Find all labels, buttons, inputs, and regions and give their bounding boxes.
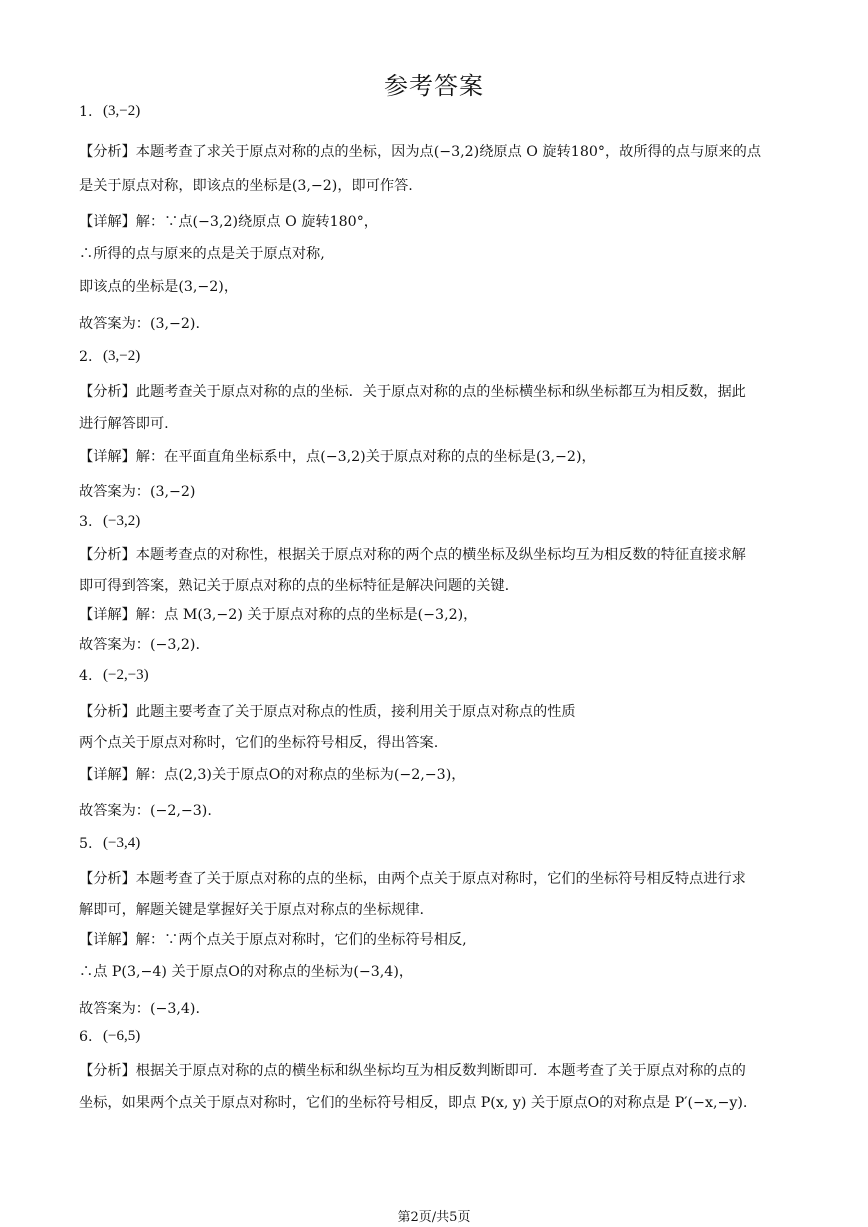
question-3-number: 3. bbox=[79, 514, 93, 530]
question-6-number: 6. bbox=[79, 1029, 93, 1045]
question-5-solution-line-3: 故答案为：(−3,4). bbox=[79, 1001, 200, 1017]
question-4-solution-line-2: 故答案为：(−2,−3). bbox=[79, 803, 212, 819]
question-1-analysis-line-1: 【分析】本题考查了求关于原点对称的点的坐标，因为点(−3,2)绕原点 O 旋转180°，故所得的点与原来的点 bbox=[79, 144, 762, 160]
question-4-solution-line-1: 【详解】解：点(2,3)关于原点O的对称点的坐标为(−2,−3)， bbox=[79, 767, 466, 783]
question-4-number: 4. bbox=[79, 668, 93, 684]
question-4-answer: (−2,−3) bbox=[103, 667, 149, 683]
question-5-solution-line-2: ∴点 P(3,−4) 关于原点O的对称点的坐标为(−3,4)， bbox=[79, 964, 414, 980]
question-2-solution-line-1: 【详解】解：在平面直角坐标系中，点(−3,2)关于原点对称的点的坐标是(3,−2)， bbox=[79, 449, 596, 465]
question-2-analysis-line-2: 进行解答即可. bbox=[79, 416, 169, 432]
question-4-analysis-line-2: 两个点关于原点对称时，它们的坐标符号相反，得出答案. bbox=[79, 735, 439, 751]
question-2-answer: (3,−2) bbox=[103, 348, 141, 364]
question-5-number: 5. bbox=[79, 836, 93, 852]
question-1-solution-line-3: 即该点的坐标是(3,−2)， bbox=[79, 279, 239, 295]
question-1-answer: (3,−2) bbox=[103, 103, 141, 119]
question-5-analysis-line-1: 【分析】本题考查了关于原点对称的点的坐标，由两个点关于原点对称时，它们的坐标符号相反特点进行求 bbox=[79, 871, 746, 887]
question-3-solution-line-2: 故答案为：(−3,2). bbox=[79, 637, 200, 653]
question-5-analysis-line-2: 解即可，解题关键是掌握好关于原点对称点的坐标规律. bbox=[79, 902, 425, 918]
page-footer: 第2页/共5页 bbox=[397, 1210, 471, 1225]
question-3-analysis-line-2: 即可得到答案，熟记关于原点对称的点的坐标特征是解决问题的关键. bbox=[79, 578, 510, 594]
question-5-answer: (−3,4) bbox=[103, 835, 141, 851]
question-5-solution-line-1: 【详解】解：∵两个点关于原点对称时，它们的坐标符号相反, bbox=[79, 932, 467, 948]
question-2-analysis-line-1: 【分析】此题考查关于原点对称的点的坐标．关于原点对称的点的坐标横坐标和纵坐标都互为相反数，据此 bbox=[79, 384, 746, 400]
question-1-analysis-line-2: 是关于原点对称，即该点的坐标是(3,−2)，即可作答. bbox=[79, 178, 413, 194]
page-title: 参考答案 bbox=[384, 72, 484, 100]
question-1-solution-line-4: 故答案为：(3,−2). bbox=[79, 316, 200, 332]
question-1-solution-line-1: 【详解】解：∵点(−3,2)绕原点 O 旋转180°， bbox=[79, 214, 378, 230]
question-4-analysis-line-1: 【分析】此题主要考查了关于原点对称点的性质，接利用关于原点对称点的性质 bbox=[79, 704, 576, 720]
question-1-number: 1. bbox=[79, 104, 93, 120]
question-3-analysis-line-1: 【分析】本题考查点的对称性，根据关于原点对称的两个点的横坐标及纵坐标均互为相反数的特征直接求解 bbox=[79, 547, 746, 563]
question-3-solution-line-1: 【详解】解：点 M(3,−2) 关于原点对称的点的坐标是(−3,2)， bbox=[79, 607, 478, 623]
question-6-analysis-line-1: 【分析】根据关于原点对称的点的横坐标和纵坐标均互为相反数判断即可．本题考查了关于原点对称的点的 bbox=[79, 1063, 746, 1079]
question-6-analysis-line-2: 坐标，如果两个点关于原点对称时，它们的坐标符号相反，即点 P(x, y) 关于原点O的对称点是 P′(−x,−y). bbox=[79, 1095, 748, 1111]
question-3-answer: (−3,2) bbox=[103, 513, 141, 529]
question-2-number: 2. bbox=[79, 349, 93, 365]
question-6-answer: (−6,5) bbox=[103, 1028, 141, 1044]
question-1-solution-line-2: ∴所得的点与原来的点是关于原点对称, bbox=[79, 246, 325, 262]
question-2-solution-line-2: 故答案为：(3,−2) bbox=[79, 484, 196, 500]
